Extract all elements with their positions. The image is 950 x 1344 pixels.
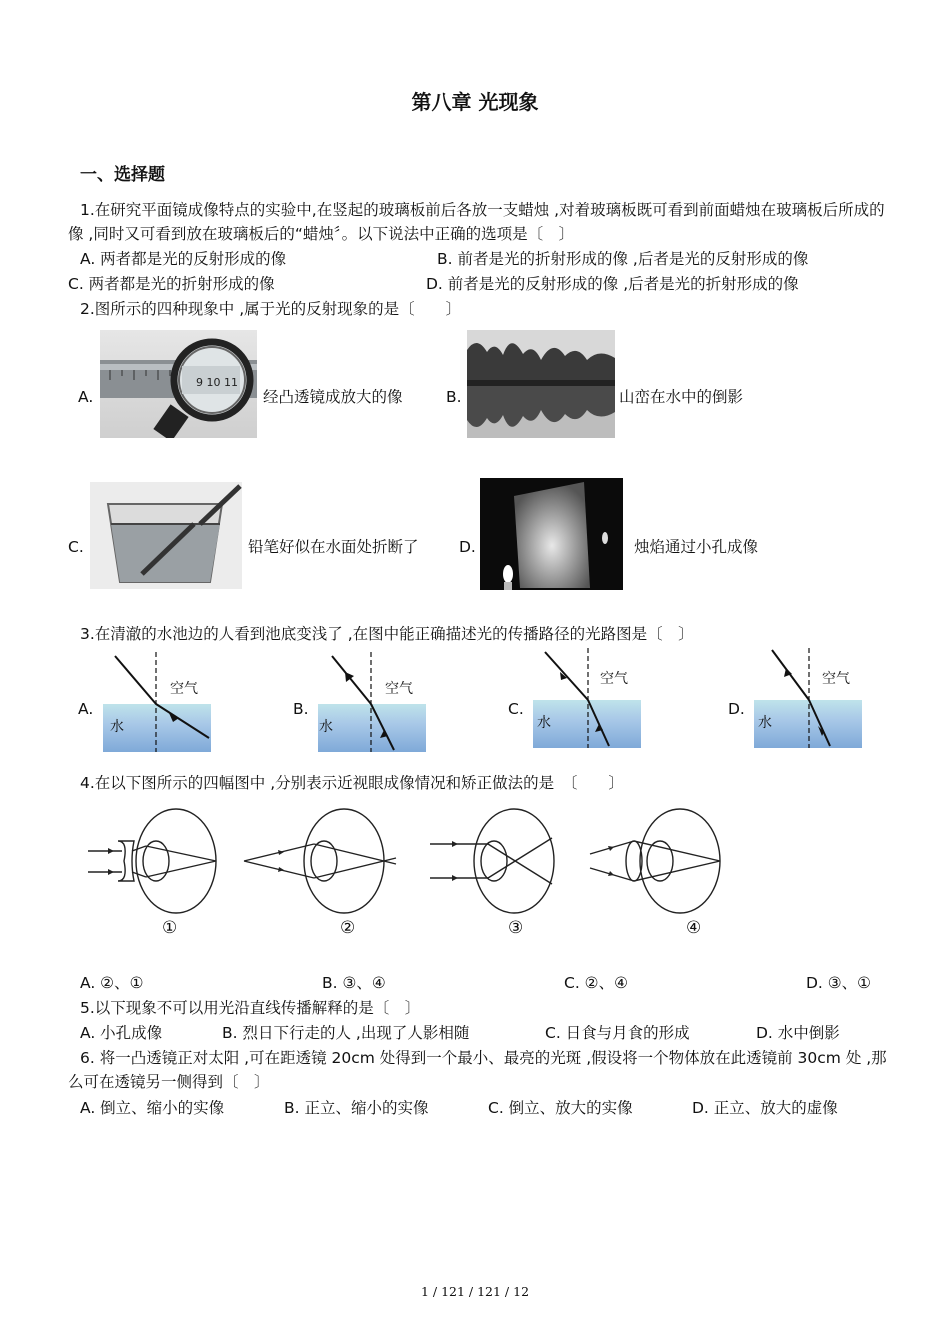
- q6-option-c: C. 倒立、放大的实像: [488, 1099, 633, 1117]
- q1-option-c: C. 两者都是光的折射形成的像: [68, 275, 275, 293]
- question-2-stem: 2.图所示的四种现象中 ,属于光的反射现象的是〔 〕: [80, 300, 462, 318]
- question-3-stem: 3.在清澈的水池边的人看到池底变浅了 ,在图中能正确描述光的传播路径的光路图是〔 〕: [80, 625, 694, 643]
- q3-d-air-label: 空气: [822, 671, 850, 687]
- eye-label-2: ②: [340, 918, 356, 938]
- q3-diagram-b: [318, 652, 426, 752]
- q3-option-a-letter: A.: [78, 700, 94, 718]
- svg-text:9 10 11: 9 10 11: [196, 376, 238, 389]
- q2-option-c-caption: 铅笔好似在水面处折断了: [248, 538, 419, 556]
- q4-option-a: A. ②、①: [80, 974, 144, 992]
- q3-option-d-letter: D.: [728, 700, 745, 718]
- eye-label-1: ①: [162, 918, 178, 938]
- magnifier-photo: [100, 330, 257, 438]
- q3-option-b-letter: B.: [293, 700, 309, 718]
- q6-option-b: B. 正立、缩小的实像: [284, 1099, 429, 1117]
- eye-label-3: ③: [508, 918, 524, 938]
- q3-c-water-label: 水: [537, 715, 551, 731]
- pencil-in-water-photo: [90, 482, 242, 589]
- q1-option-b: B. 前者是光的折射形成的像 ,后者是光的反射形成的像: [437, 250, 809, 268]
- q2-option-c-letter: C.: [68, 538, 84, 556]
- q3-diagram-d: [754, 648, 862, 748]
- q6-option-d: D. 正立、放大的虚像: [692, 1099, 838, 1117]
- q2-option-d-letter: D.: [459, 538, 476, 556]
- q1-option-d: D. 前者是光的反射形成的像 ,后者是光的折射形成的像: [426, 275, 799, 293]
- q4-option-b: B. ③、④: [322, 974, 386, 992]
- question-6-stem: 6. 将一凸透镜正对太阳 ,可在距透镜 20cm 处得到一个最小、最亮的光斑 ,假设将一个物体放在此透镜前 30cm 处 ,那么可在透镜另一侧得到〔 〕: [68, 1049, 887, 1091]
- question-4-stem: 4.在以下图所示的四幅图中 ,分别表示近视眼成像情况和矫正做法的是 〔 〕: [80, 774, 624, 792]
- q4-option-d: D. ③、①: [806, 974, 872, 992]
- q3-a-air-label: 空气: [170, 681, 198, 697]
- q3-a-water-label: 水: [110, 719, 124, 735]
- pinhole-candle-photo: [480, 478, 623, 590]
- q3-b-air-label: 空气: [385, 681, 413, 697]
- q3-d-water-label: 水: [758, 715, 772, 731]
- q2-option-a-caption: 经凸透镜成放大的像: [263, 388, 403, 406]
- q2-option-d-caption: 烛焰通过小孔成像: [634, 538, 759, 556]
- q4-option-c: C. ②、④: [564, 974, 628, 992]
- eye-diagrams: [84, 806, 734, 946]
- page-footer: 1 / 121 / 121 / 12: [420, 1284, 530, 1299]
- q5-option-c: C. 日食与月食的形成: [545, 1024, 690, 1042]
- q2-option-b-letter: B.: [446, 388, 462, 406]
- question-5-stem: 5.以下现象不可以用光沿直线传播解释的是〔 〕: [80, 999, 421, 1017]
- q5-option-d: D. 水中倒影: [756, 1024, 840, 1042]
- q6-option-a: A. 倒立、缩小的实像: [80, 1099, 225, 1117]
- q3-diagram-c: [533, 648, 641, 748]
- mountain-reflection-photo: [467, 330, 615, 438]
- q3-option-c-letter: C.: [508, 700, 524, 718]
- question-1-stem: 1.在研究平面镜成像特点的实验中,在竖起的玻璃板前后各放一支蜡烛 ,对着玻璃板既可看到前面蜡烛在玻璃板后所成的像 ,同时又可看到放在玻璃板后的“蜡烛〞。以下说法中正确的选项是〔 〕: [68, 201, 885, 243]
- page-title: 第八章 光现象: [411, 90, 539, 114]
- section-heading: 一、选择题: [80, 165, 165, 185]
- q2-option-b-caption: 山峦在水中的倒影: [619, 388, 744, 406]
- q3-diagram-a: [103, 652, 211, 752]
- q5-option-b: B. 烈日下行走的人 ,出现了人影相随: [222, 1024, 470, 1042]
- q1-option-a: A. 两者都是光的反射形成的像: [80, 250, 287, 268]
- q3-b-water-label: 水: [319, 719, 333, 735]
- q2-option-a-letter: A.: [78, 388, 94, 406]
- q5-option-a: A. 小孔成像: [80, 1024, 163, 1042]
- eye-label-4: ④: [686, 918, 702, 938]
- q3-c-air-label: 空气: [600, 671, 628, 687]
